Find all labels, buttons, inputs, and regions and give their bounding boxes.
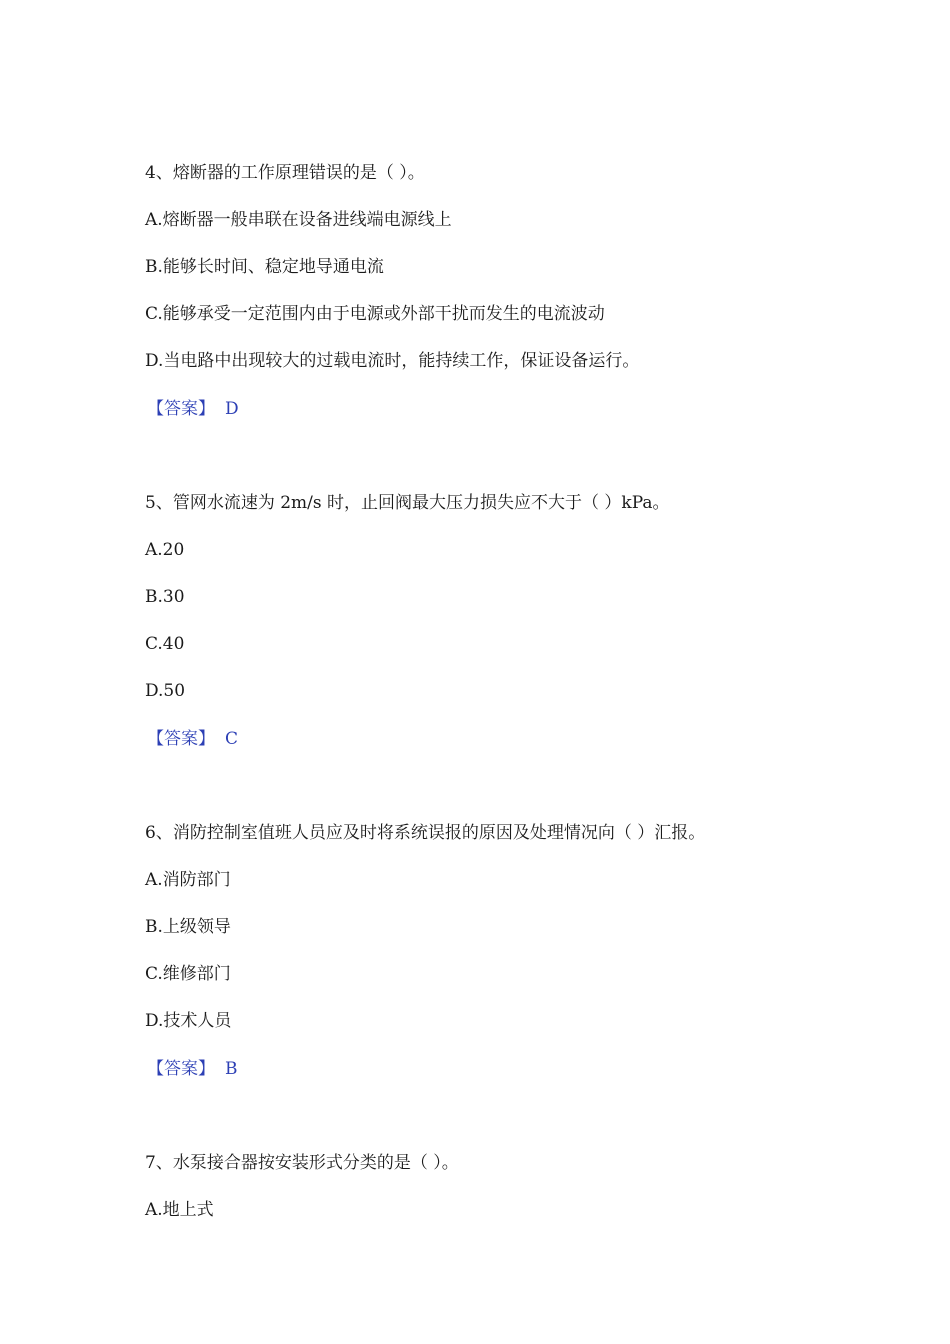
question-5-option-b: B.30 (145, 587, 185, 607)
question-4-stem: 4、熔断器的工作原理错误的是（ ）。 (145, 163, 425, 183)
question-5-stem: 5、管网水流速为 2m/s 时，止回阀最大压力损失应不大于（ ）kPa。 (145, 493, 670, 513)
question-5-option-a: A.20 (145, 540, 185, 560)
question-6-option-a: A.消防部门 (145, 870, 231, 890)
question-6-option-c: C.维修部门 (145, 964, 231, 984)
question-4-option-c: C.能够承受一定范围内由于电源或外部干扰而发生的电流波动 (145, 304, 605, 324)
question-5-option-c: C.40 (145, 634, 185, 654)
question-7-stem: 7、水泵接合器按安装形式分类的是（ ）。 (145, 1153, 459, 1173)
question-6-stem: 6、消防控制室值班人员应及时将系统误报的原因及处理情况向（ ）汇报。 (145, 823, 706, 843)
answer-value: C (225, 729, 239, 749)
answer-label: 【答案】 (147, 399, 215, 419)
question-5-answer (147, 728, 238, 750)
question-7-option-a: A.地上式 (145, 1200, 214, 1220)
answer-value: D (225, 399, 239, 419)
question-5-option-d: D.50 (145, 681, 186, 701)
question-4-option-b: B.能够长时间、稳定地导通电流 (145, 257, 384, 277)
answer-value: B (225, 1059, 238, 1079)
question-6-option-d: D.技术人员 (145, 1011, 232, 1031)
question-4-answer (147, 398, 239, 420)
question-4-option-a: A.熔断器一般串联在设备进线端电源线上 (145, 210, 452, 230)
answer-label: 【答案】 (147, 729, 215, 749)
question-4-option-d: D.当电路中出现较大的过载电流时，能持续工作，保证设备运行。 (145, 351, 640, 371)
question-6-answer (147, 1058, 238, 1080)
answer-label: 【答案】 (147, 1059, 215, 1079)
question-6-option-b: B.上级领导 (145, 917, 231, 937)
